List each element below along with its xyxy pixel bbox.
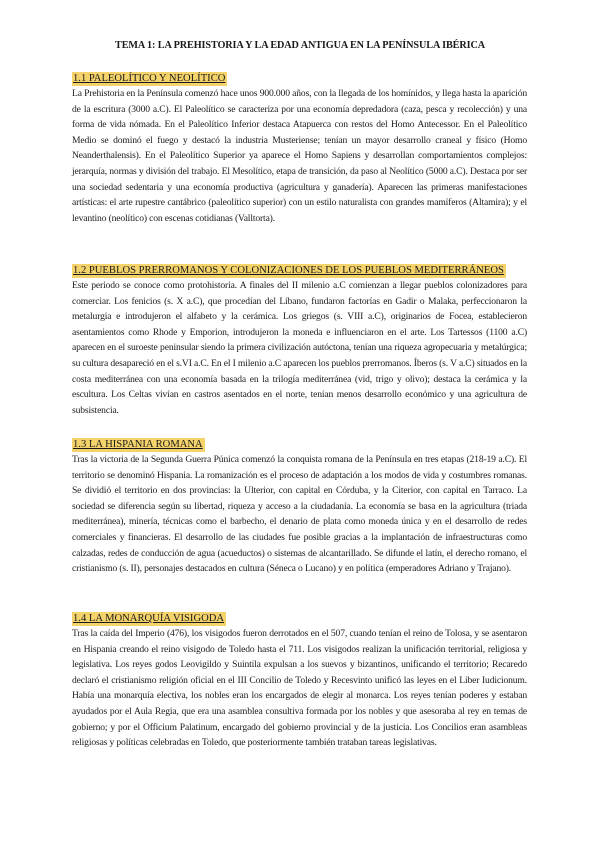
section-body-paleolitico: La Prehistoria en la Península comenzó hace unos 900.000 años, con la llegada de los homínidos, y llega hasta la aparición de la escritura (3000 a.C). El Paleolítico se caracteriza por una economía depredadora (caza, pesca y recolección) y una forma de vida nómada. En el Paleolítico Inferior destaca Atapuerca con restos del Homo Antecessor. En el Paleolítico Medio se dominó el fuego y destacó la industria Musteriense; tenían un mayor desarrollo craneal y físico (Homo Neanderthalensis). En el Paleolítico Superior ya aparece el Homo Sapiens y desarrollan comportamientos complejos: jerarquía, normas y división del trabajo. El Mesolítico, etapa de transición, da paso al Neolítico (5000 a.C). Destaca por ser una sociedad sedentaria y una economía productiva (agricultura y ganadería). Aparecen las primeras manifestaciones artísticas: el arte rupestre cantábrico (paleolítico superior) con un estilo naturalista con grandes mamíferos (Altamira); y el levantino (neolítico) con escenas cotidianas (Valltorta). [72,88,527,224]
section-body-monarquia-visigoda: Tras la caída del Imperio (476), los visigodos fueron derrotados en el 507, cuando tenían el reino de Tolosa, y se asentaron en Hispania creando el reino visigodo de Toledo hasta el 711. Los visigodos realizan la unificación territorial, religiosa y legislativa. Los reyes godos Leovigildo y Suintila expulsan a los suevos y bizantinos, unificando el territorio; Recaredo declaró el cristianismo religión oficial en el III Concilio de Toledo y Recesvinto unificó las leyes en el Liber Iudicionum. Había una monarquía electiva, los nobles eran los encargados de elegir al monarca. Los reyes tenían poderes y estaban ayudados por el Aula Regia, que era una asamblea consultiva formada por los nobles y que asesoraba al rey en temas de gobierno; y por el Officium Palatinum, encargado del gobierno provincial y de la justicia. Los Concilios eran asambleas religiosas y políticas celebradas en Toledo, que posteriormente también trataban tareas legislativas. [72,628,527,749]
section-heading-monarquia-visigoda: 1.4 LA MONARQUÍA VISIGODA [73,613,225,624]
section-heading-hispania-romana: 1.3 LA HISPANIA ROMANA [73,439,203,450]
document-title: TEMA 1: LA PREHISTORIA Y LA EDAD ANTIGUA EN LA PENÍNSULA IBÉRICA [115,40,485,51]
section-body-hispania-romana: Tras la victoria de la Segunda Guerra Púnica comenzó la conquista romana de la Península en tres etapas (218-19 a.C). El territorio se denominó Hispania. La romanización es el proceso de adaptación a los modos de vida y costumbres romanas. Se dividió el territorio en dos provincias: la Ulterior, con capital en Córduba, y la Citerior, con capital en Tarraco. La sociedad se diferencia según su libertad, riqueza y acceso a la ciudadanía. La economía se basa en la agricultura (triada mediterránea), minería, técnicas como el barbecho, el denario de plata como moneda única y en el desarrollo de redes comerciales y financieras. El desarrollo de las ciudades fue posible gracias a la implantación de infraestructuras como calzadas, redes de conducción de agua (acueductos) o sistemas de alcantarillado. Se difunde el latín, el derecho romano, el cristianismo (s. II), personajes destacados en cultura (Séneca o Lucano) y en política (emperadores Adriano y Trajano). [72,454,527,575]
section-heading-paleolitico: 1.1 PALEOLÍTICO Y NEOLÍTICO [73,73,226,84]
section-body-pueblos-prerromanos: Este periodo se conoce como protohistoria. A finales del II milenio a.C comienzan a llegar pueblos colonizadores para comerciar. Los fenicios (s. X a.C), que procedían del Líbano, fundaron factorías en Gadir o Malaka, perfeccionaron la metalurgia e introdujeron el alfabeto y la cerámica. Los griegos (s. VIII a.C), originarios de Focea, establecieron asentamientos como Rhode y Emporion, introdujeron la moneda e influenciaron en el arte. Los Tartessos (1100 a.C) aparecen en el suroeste peninsular siendo la primera civilización autóctona, tenían una riqueza agropecuaria y metalúrgica; su cultura desapareció en el s.VI a.C. En el I milenio a.C aparecen los pueblos prerromanos. Íberos (s. V a.C) situados en la costa mediterránea con una economía basada en la trilogía mediterránea (vid, trigo y olivo); destaca la cerámica y la escultura. Los Celtas vivían en castros asentados en el norte, tenían menos desarrollo económico y una agricultura de subsistencia. [72,280,527,416]
section-heading-pueblos-prerromanos: 1.2 PUEBLOS PRERROMANOS Y COLONIZACIONES DE LOS PUEBLOS MEDITERRÁNEOS [73,265,504,276]
